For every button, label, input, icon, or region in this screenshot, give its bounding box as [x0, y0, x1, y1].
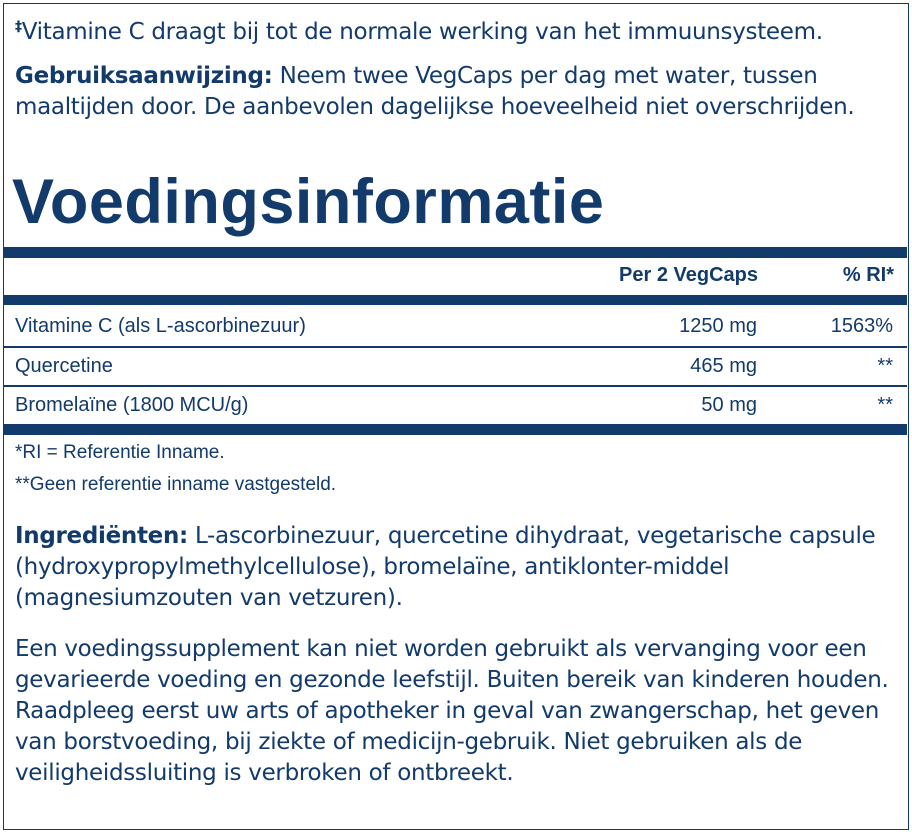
nutrient-name: Bromelaïne (1800 MCU/g): [15, 394, 249, 416]
nutrient-ri: **: [877, 355, 893, 377]
nutrition-title: Voedingsinformatie: [12, 167, 605, 237]
nutrient-amount: 465 mg: [690, 355, 757, 377]
nutrient-amount: 50 mg: [701, 394, 757, 416]
column-header-ri: % RI*: [842, 264, 894, 286]
usage-text: Neem twee VegCaps per dag met water, tussen maaltijden door. De aanbevolen dagelijkse hoeveelheid niet overschrijden.: [15, 63, 855, 120]
table-top-bar: [4, 247, 907, 258]
double-dagger-marker: ‡: [15, 19, 22, 35]
usage-label: Gebruiksaanwijzing:: [15, 63, 273, 89]
ingredients-text: L-ascorbinezuur, quercetine dihydraat, vegetarische capsule (hydroxypropylmethylcellulose), bromelaïne, antiklonter-middel (magnesiumzouten van vetzuren).: [15, 523, 876, 611]
table-row: [4, 387, 907, 424]
nutrient-ri: 1563%: [830, 315, 893, 337]
supplement-label-panel: [3, 3, 909, 830]
nutrient-amount: 1250 mg: [679, 315, 757, 337]
ingredients-list: [15, 521, 887, 614]
nutrient-ri: **: [877, 394, 893, 416]
warning-text: Een voedingssupplement kan niet worden gebruikt als vervanging voor een gevarieerde voeding en gezonde leefstijl. Buiten bereik van kinderen houden. Raadpleeg eerst uw arts of apotheker in geval van zwangerschap, het geven van borstvoeding, bij ziekte of medicijn-gebruik. Niet gebruiken als de veiligheidssluiting is verbroken of ontbreekt.: [15, 636, 889, 786]
health-claim: [15, 12, 905, 48]
footnote-no-ri: **Geen referentie inname vastgesteld.: [15, 474, 337, 495]
ingredients-label: Ingrediënten:: [15, 523, 188, 549]
nutrient-name: Quercetine: [15, 355, 113, 377]
usage-instructions: [15, 61, 895, 123]
table-bottom-bar: [4, 424, 907, 435]
nutrient-name: Vitamine C (als L-ascorbinezuur): [15, 315, 306, 337]
footnote-ri: *RI = Referentie Inname.: [15, 442, 225, 463]
column-header-amount: Per 2 VegCaps: [619, 264, 758, 286]
table-row: [4, 308, 907, 345]
health-claim-text: Vitamine C draagt bij tot de normale werking van het immuunsysteem.: [21, 19, 823, 45]
table-header-bar: [4, 295, 907, 305]
table-row: [4, 348, 907, 385]
